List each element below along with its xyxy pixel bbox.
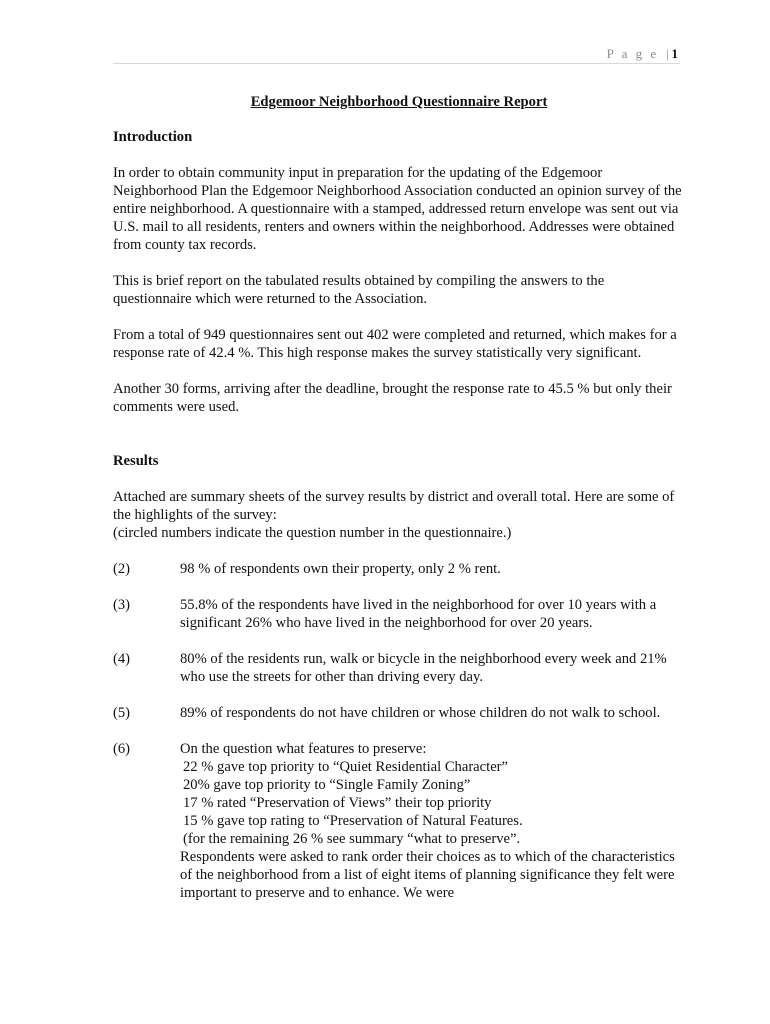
intro-paragraph-4: Another 30 forms, arriving after the deadline, brought the response rate to 45.5 % but only their comments were used.: [113, 381, 672, 415]
introduction-heading: Introduction: [113, 129, 193, 145]
page-number: 1: [671, 46, 678, 61]
page-header: [607, 46, 678, 62]
result-text-preserve: [180, 740, 683, 902]
result-item-preserve: [113, 740, 683, 902]
page-separator: |: [666, 46, 672, 61]
preserve-lead: On the question what features to preserve:: [180, 741, 427, 757]
intro-paragraph-3: From a total of 949 questionnaires sent out 402 were completed and returned, which makes for a response rate of 42.4 %. This high response makes the survey statistically very significant.: [113, 327, 677, 361]
results-intro: [113, 488, 683, 542]
intro-paragraph-2: This is brief report on the tabulated results obtained by compiling the answers to the questionnaire which were returned to the Association.: [113, 273, 605, 307]
preserve-subline: 22 % gave top priority to “Quiet Residential Character”: [183, 759, 509, 775]
intro-paragraph-1: In order to obtain community input in preparation for the updating of the Edgemoor Neighborhood Plan the Edgemoor Neighborhood Association conducted an opinion survey of the entire neighborhood. A questionnaire with a stamped, addressed return envelope was sent out via U.S. mail to all residents, renters and owners within the neighborhood. Addresses were obtained from county tax records.: [113, 165, 682, 253]
result-item: [113, 704, 683, 722]
document-title: Edgemoor Neighborhood Questionnaire Report: [250, 94, 548, 110]
preserve-subline: 17 % rated “Preservation of Views” their top priority: [183, 795, 492, 811]
section-spacer: [113, 434, 683, 452]
question-number: (2): [113, 561, 131, 577]
preserve-subline: 20% gave top priority to “Single Family Zoning”: [183, 777, 471, 793]
question-number: (4): [113, 651, 131, 667]
result-text: 89% of respondents do not have children or whose children do not walk to school.: [180, 705, 661, 721]
page-label: P a g e: [606, 46, 659, 61]
result-text: 55.8% of the respondents have lived in the neighborhood for over 10 years with a significant 26% who have lived in the neighborhood for over 20 years.: [180, 597, 657, 631]
result-text: 98 % of respondents own their property, only 2 % rent.: [180, 561, 501, 577]
preserve-subline: (for the remaining 26 % see summary “what to preserve”.: [183, 831, 521, 847]
result-text: 80% of the residents run, walk or bicycle in the neighborhood every week and 21% who use the streets for other than driving every day.: [180, 651, 667, 685]
question-number: (3): [113, 597, 131, 613]
results-heading: Results: [113, 453, 159, 469]
result-item: [113, 596, 683, 632]
header-rule: [113, 63, 680, 64]
result-item: [113, 650, 683, 686]
preserve-closing: Respondents were asked to rank order their choices as to which of the characteristics of the neighborhood from a list of eight items of planning significance they felt were important to preserve and to enhance. We were: [180, 849, 675, 901]
preserve-subline: 15 % gave top rating to “Preservation of Natural Features.: [183, 813, 523, 829]
result-item: [113, 560, 683, 578]
document-body: [113, 93, 683, 920]
results-intro-line-1: Attached are summary sheets of the survey results by district and overall total. Here are some of the highlights of the survey:: [113, 489, 675, 523]
question-number: (5): [113, 705, 131, 721]
results-intro-line-2: (circled numbers indicate the question number in the questionnaire.): [113, 525, 512, 541]
question-number: (6): [113, 741, 131, 757]
